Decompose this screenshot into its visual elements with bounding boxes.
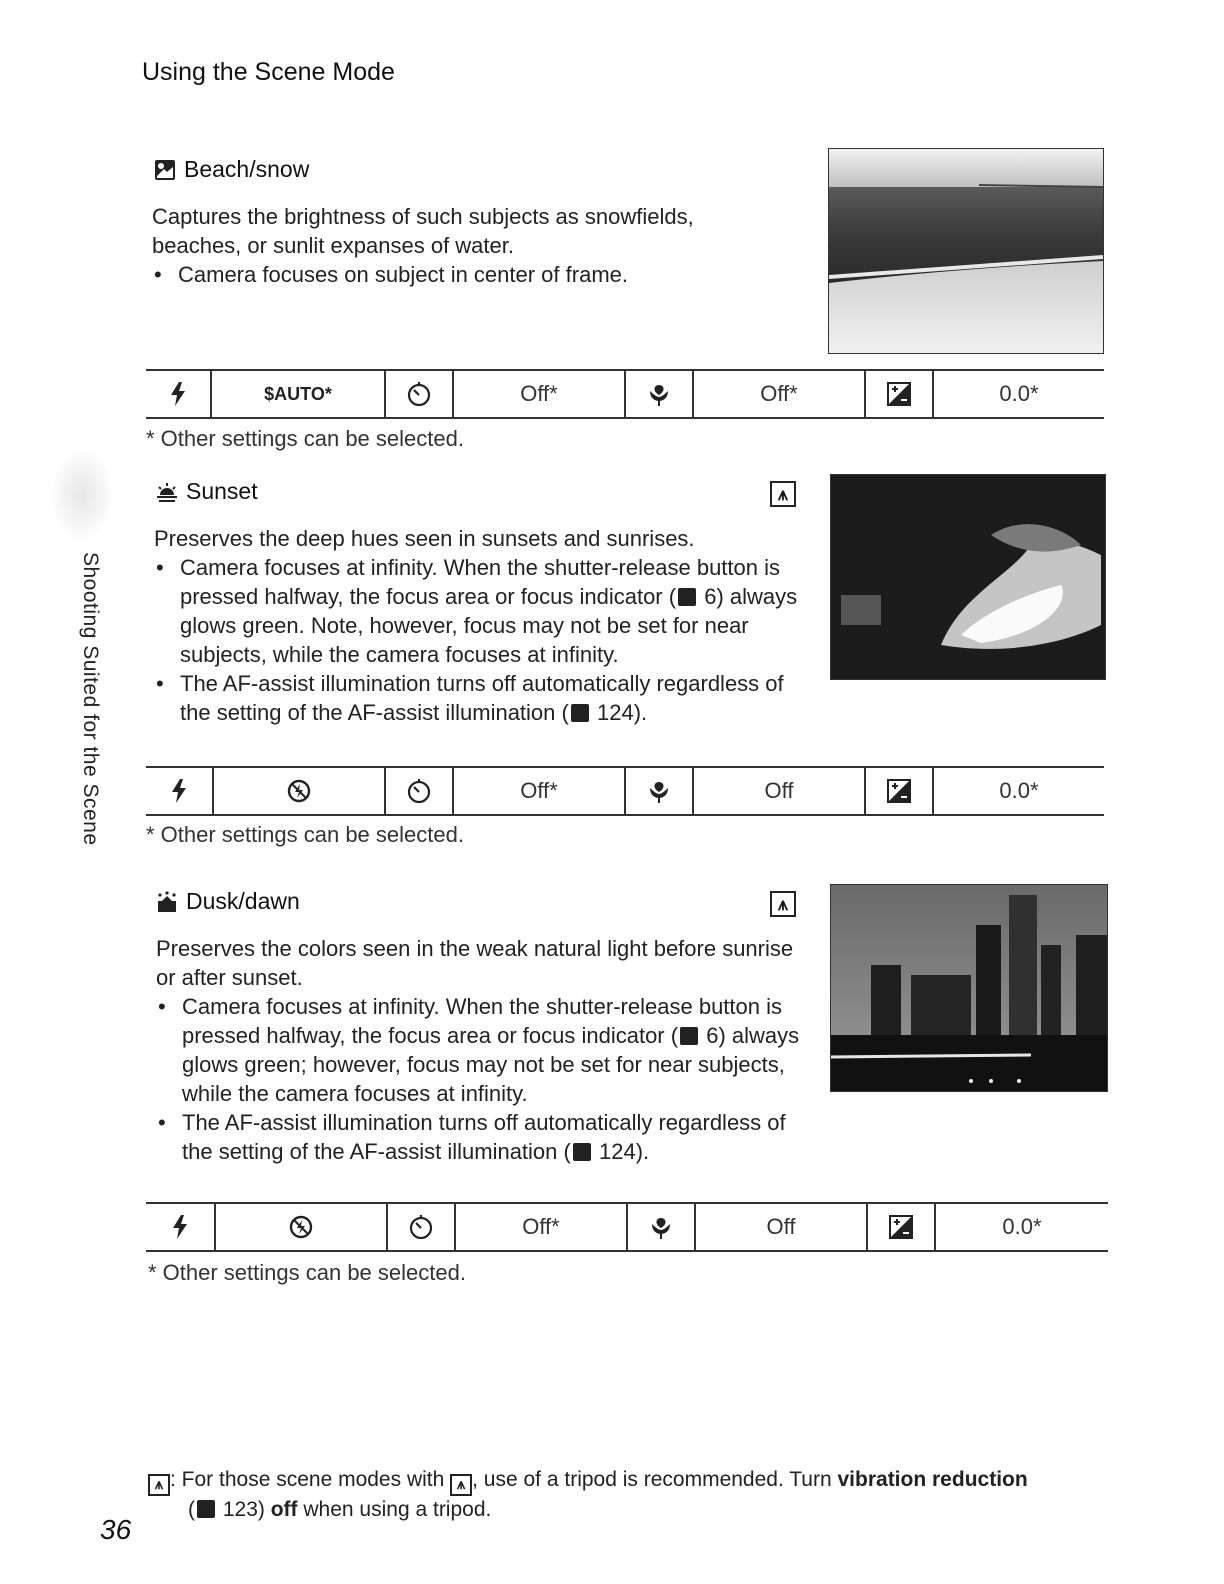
- exposure-value: 0.0*: [932, 768, 1104, 814]
- tripod-footnote: ⩚ : For those scene modes with ⩚ , use of a tripod is recommended. Turn vibration reduction ( 123) off when using a tripod.: [148, 1466, 1108, 1524]
- flash-value: $AUTO*: [210, 371, 384, 417]
- section-title-sunset: Sunset: [156, 478, 258, 505]
- settings-table: [146, 766, 1104, 816]
- dusk-photo: [830, 884, 1108, 1092]
- flash-off-icon: [287, 779, 311, 803]
- flash-mode-icon: [146, 768, 212, 814]
- section-title-beach-snow: Beach/snow: [154, 156, 309, 183]
- section-description: Preserves the colors seen in the weak natural light before sunrise or after sunset. • Camera focuses at infinity. When the shutter-release button is pressed halfway, the focus area or focus indicator ( 6) always glows green; however, focus may not be set for near subjects, while the camera focuses at infinity. • The AF-assist illumination turns off automatically regardless of the setting of the AF-assist illumination ( 124).: [156, 934, 806, 1166]
- macro-value: Off: [692, 768, 864, 814]
- reference-icon: [678, 588, 696, 606]
- list-item: • The AF-assist illumination turns off automatically regardless of the setting of the AF-assist illumination ( 124).: [156, 1108, 806, 1166]
- self-timer-icon: [384, 371, 452, 417]
- list-item: • Camera focuses at infinity. When the shutter-release button is pressed halfway, the focus area or focus indicator ( 6) always glows green; however, focus may not be set for near subjects, while the camera focuses at infinity.: [156, 992, 806, 1108]
- tripod-icon: ⩚: [770, 891, 796, 917]
- exposure-compensation-icon: [866, 1204, 934, 1250]
- macro-value: Off*: [692, 371, 864, 417]
- side-tab: [72, 552, 108, 852]
- section-title-dusk-dawn: Dusk/dawn: [156, 888, 300, 915]
- beach-photo: [828, 148, 1104, 354]
- exposure-value: 0.0*: [934, 1204, 1108, 1250]
- section-description: Preserves the deep hues seen in sunsets and sunrises. • Camera focuses at infinity. When the shutter-release button is pressed halfway, the focus area or focus indicator ( 6) always glows green. Note, however, focus may not be set for near subjects, while the camera focuses at infinity. • The AF-assist illumination turns off automatically regardless of the setting of the AF-assist illumination ( 124).: [154, 524, 804, 727]
- side-tab-marker: [52, 450, 112, 540]
- reference-icon: [680, 1027, 698, 1045]
- list-item: • Camera focuses on subject in center of frame.: [152, 260, 752, 289]
- tripod-icon: ⩚: [148, 1474, 170, 1496]
- sunset-icon: [156, 481, 178, 503]
- reference-icon: [197, 1500, 215, 1518]
- list-item: • The AF-assist illumination turns off automatically regardless of the setting of the AF-assist illumination ( 124).: [154, 669, 804, 727]
- list-item: • Camera focuses at infinity. When the shutter-release button is pressed halfway, the focus area or focus indicator ( 6) always glows green. Note, however, focus may not be set for near subjects, while the camera focuses at infinity.: [154, 553, 804, 669]
- macro-value: Off: [694, 1204, 866, 1250]
- flash-mode-icon: [146, 1204, 214, 1250]
- section-description: Captures the brightness of such subjects as snowfields, beaches, or sunlit expanses of water. • Camera focuses on subject in center of frame.: [152, 202, 752, 289]
- reference-icon: [573, 1143, 591, 1161]
- page-number: 36: [100, 1514, 132, 1545]
- settings-table: [146, 1202, 1108, 1252]
- tripod-icon: ⩚: [450, 1474, 472, 1496]
- exposure-value: 0.0*: [932, 371, 1104, 417]
- sunset-photo: [830, 474, 1106, 680]
- self-timer-value: Off*: [452, 371, 624, 417]
- self-timer-value: Off*: [452, 768, 624, 814]
- settings-note: * Other settings can be selected.: [146, 822, 464, 847]
- beach-snow-icon: [154, 159, 176, 181]
- exposure-compensation-icon: [864, 371, 932, 417]
- self-timer-icon: [386, 1204, 454, 1250]
- dusk-dawn-icon: [156, 891, 178, 913]
- flash-value: [212, 768, 384, 814]
- self-timer-icon: [384, 768, 452, 814]
- macro-icon: [626, 1204, 694, 1250]
- settings-note: * Other settings can be selected.: [148, 1260, 466, 1285]
- flash-value: [214, 1204, 386, 1250]
- flash-mode-icon: [146, 371, 210, 417]
- flash-off-icon: [289, 1215, 313, 1239]
- reference-icon: [571, 704, 589, 722]
- side-tab-label: Shooting Suited for the Scene: [79, 552, 102, 846]
- settings-table: [146, 369, 1104, 419]
- page-title: Using the Scene Mode: [142, 58, 395, 86]
- macro-icon: [624, 768, 692, 814]
- exposure-compensation-icon: [864, 768, 932, 814]
- tripod-icon: ⩚: [770, 481, 796, 507]
- settings-note: * Other settings can be selected.: [146, 426, 464, 451]
- macro-icon: [624, 371, 692, 417]
- self-timer-value: Off*: [454, 1204, 626, 1250]
